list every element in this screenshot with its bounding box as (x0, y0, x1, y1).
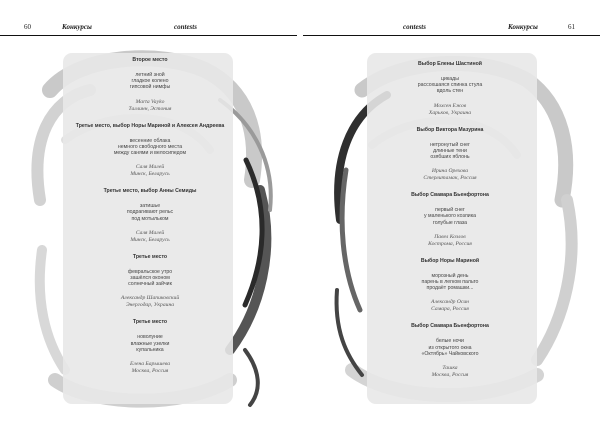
entry-title: Выбор Елены Шастиной (418, 61, 482, 67)
poem-line: солнечный зайчик (128, 281, 172, 288)
poem-line: вдоль стен (436, 88, 464, 95)
poem-line: затишье (139, 203, 161, 210)
poem (300, 142, 600, 161)
author-name: Елена Барышева (129, 361, 171, 368)
page-number: 60 (24, 23, 31, 31)
poem (300, 338, 600, 357)
poem-line: «Октябрь» Чайковского (421, 350, 479, 357)
poem-line: продаёт ромашки... (426, 285, 474, 292)
author-location: Стерлитамак, Россия (423, 175, 477, 182)
poem-line: под мотыльком (131, 215, 169, 222)
entry-title: Третье место, выбор Норы Мариной и Алексея Андреева (75, 122, 225, 129)
entry (300, 61, 600, 117)
entry (0, 57, 300, 113)
author-location: Москва, Россия (131, 368, 169, 375)
author-name: Ташка (442, 365, 458, 372)
poem-line: летний зной (135, 72, 165, 78)
entry-title: Второе место (132, 57, 168, 63)
poem (0, 269, 300, 288)
entry-title: Третье место (132, 253, 168, 260)
entry-title: Третье место (132, 319, 168, 326)
poem (300, 207, 600, 226)
entry-title: Выбор Норы Мариной (420, 257, 480, 264)
author-name: Mохсен Ежов (433, 102, 467, 109)
poem (0, 138, 300, 157)
poem-line: гипсовой нимфы (129, 84, 171, 91)
entries-list (300, 61, 600, 389)
entry (300, 127, 600, 183)
poem (300, 273, 600, 292)
section-subtitle: contests (403, 23, 426, 31)
poem-line: белые ночи (436, 338, 464, 345)
section-title: Конкурсы (508, 23, 538, 31)
poem-line: рассохшаяся спинка стула (417, 82, 483, 89)
entry (0, 188, 300, 244)
author-name: Павел Козлов (434, 233, 466, 240)
entry (300, 323, 600, 379)
poem (0, 334, 300, 353)
author-location: Харьков, Украина (428, 109, 472, 116)
section-title: Конкурсы (62, 23, 92, 31)
poem-line: между санями и велосипедом (113, 150, 187, 157)
poem-line: озябших яблонь (430, 154, 470, 161)
right-page-header (300, 16, 600, 36)
header-rule (303, 35, 600, 36)
poem-line: морозный день (431, 272, 469, 279)
poem-line: первый снег (435, 207, 465, 214)
author-name: Александр Шапиковский (120, 295, 180, 302)
poem-line: подрагивают рельс (126, 209, 174, 216)
author-location: Москва, Россия (431, 372, 469, 379)
poem-line: новолуние (137, 334, 163, 341)
entry-title: Выбор Свавара Бьенфортона (411, 192, 489, 199)
poem-line: весенние облака (129, 137, 171, 144)
poem-line: из открытого окна (428, 344, 472, 351)
author-name: Александр Осин (431, 299, 469, 306)
poem-line: немного свободного места (117, 143, 183, 150)
author-location: Энергодар, Украина (125, 302, 175, 309)
poem-line: влажные узелки (130, 340, 170, 347)
entry-title: Третье место, выбор Анны Семиды (103, 188, 197, 195)
poem (0, 203, 300, 222)
poem (0, 72, 300, 91)
entry-title: Выбор Виктора Мазурина (416, 126, 484, 133)
poem-line: купальника (136, 346, 164, 353)
poem-line: голубые глаза (432, 219, 468, 226)
poem-line: нетронутый снег (430, 141, 470, 148)
poem-line: у маленького козлика (424, 213, 476, 220)
author-name: Ирина Орехова (431, 168, 469, 175)
author-name: Marta Vayko (135, 98, 165, 105)
poem-line: парень в легком пальто (421, 279, 479, 286)
header-rule (0, 35, 297, 36)
poem-line: гладкое колено (131, 78, 169, 85)
poem-line: длинные тени (433, 147, 467, 154)
entry (300, 258, 600, 314)
author-location: Самара, Россия (431, 306, 469, 313)
entry (0, 254, 300, 310)
entry (0, 123, 300, 179)
author-location: Кострома, Россия (428, 240, 472, 247)
author-location: Минск, Беларусь (130, 171, 170, 178)
right-page (300, 0, 600, 424)
author-location: Минск, Беларусь (130, 236, 170, 243)
entry (300, 192, 600, 248)
page-number: 61 (568, 23, 575, 31)
poem-line: зашёлся оконом (130, 275, 170, 282)
poem-line: цикады (441, 76, 459, 82)
entries-list (0, 57, 300, 385)
section-subtitle: contests (174, 23, 197, 31)
left-page-header (0, 16, 300, 36)
poem (300, 76, 600, 95)
author-location: Таллинн, Эстония (128, 105, 172, 112)
poem-line: февральское утро (127, 268, 173, 275)
author-name: Саля Малей (135, 164, 165, 171)
author-name: Саля Малей (135, 229, 165, 236)
entry (0, 319, 300, 375)
entry-title: Выбор Свавара Бьенфортона (411, 323, 489, 330)
